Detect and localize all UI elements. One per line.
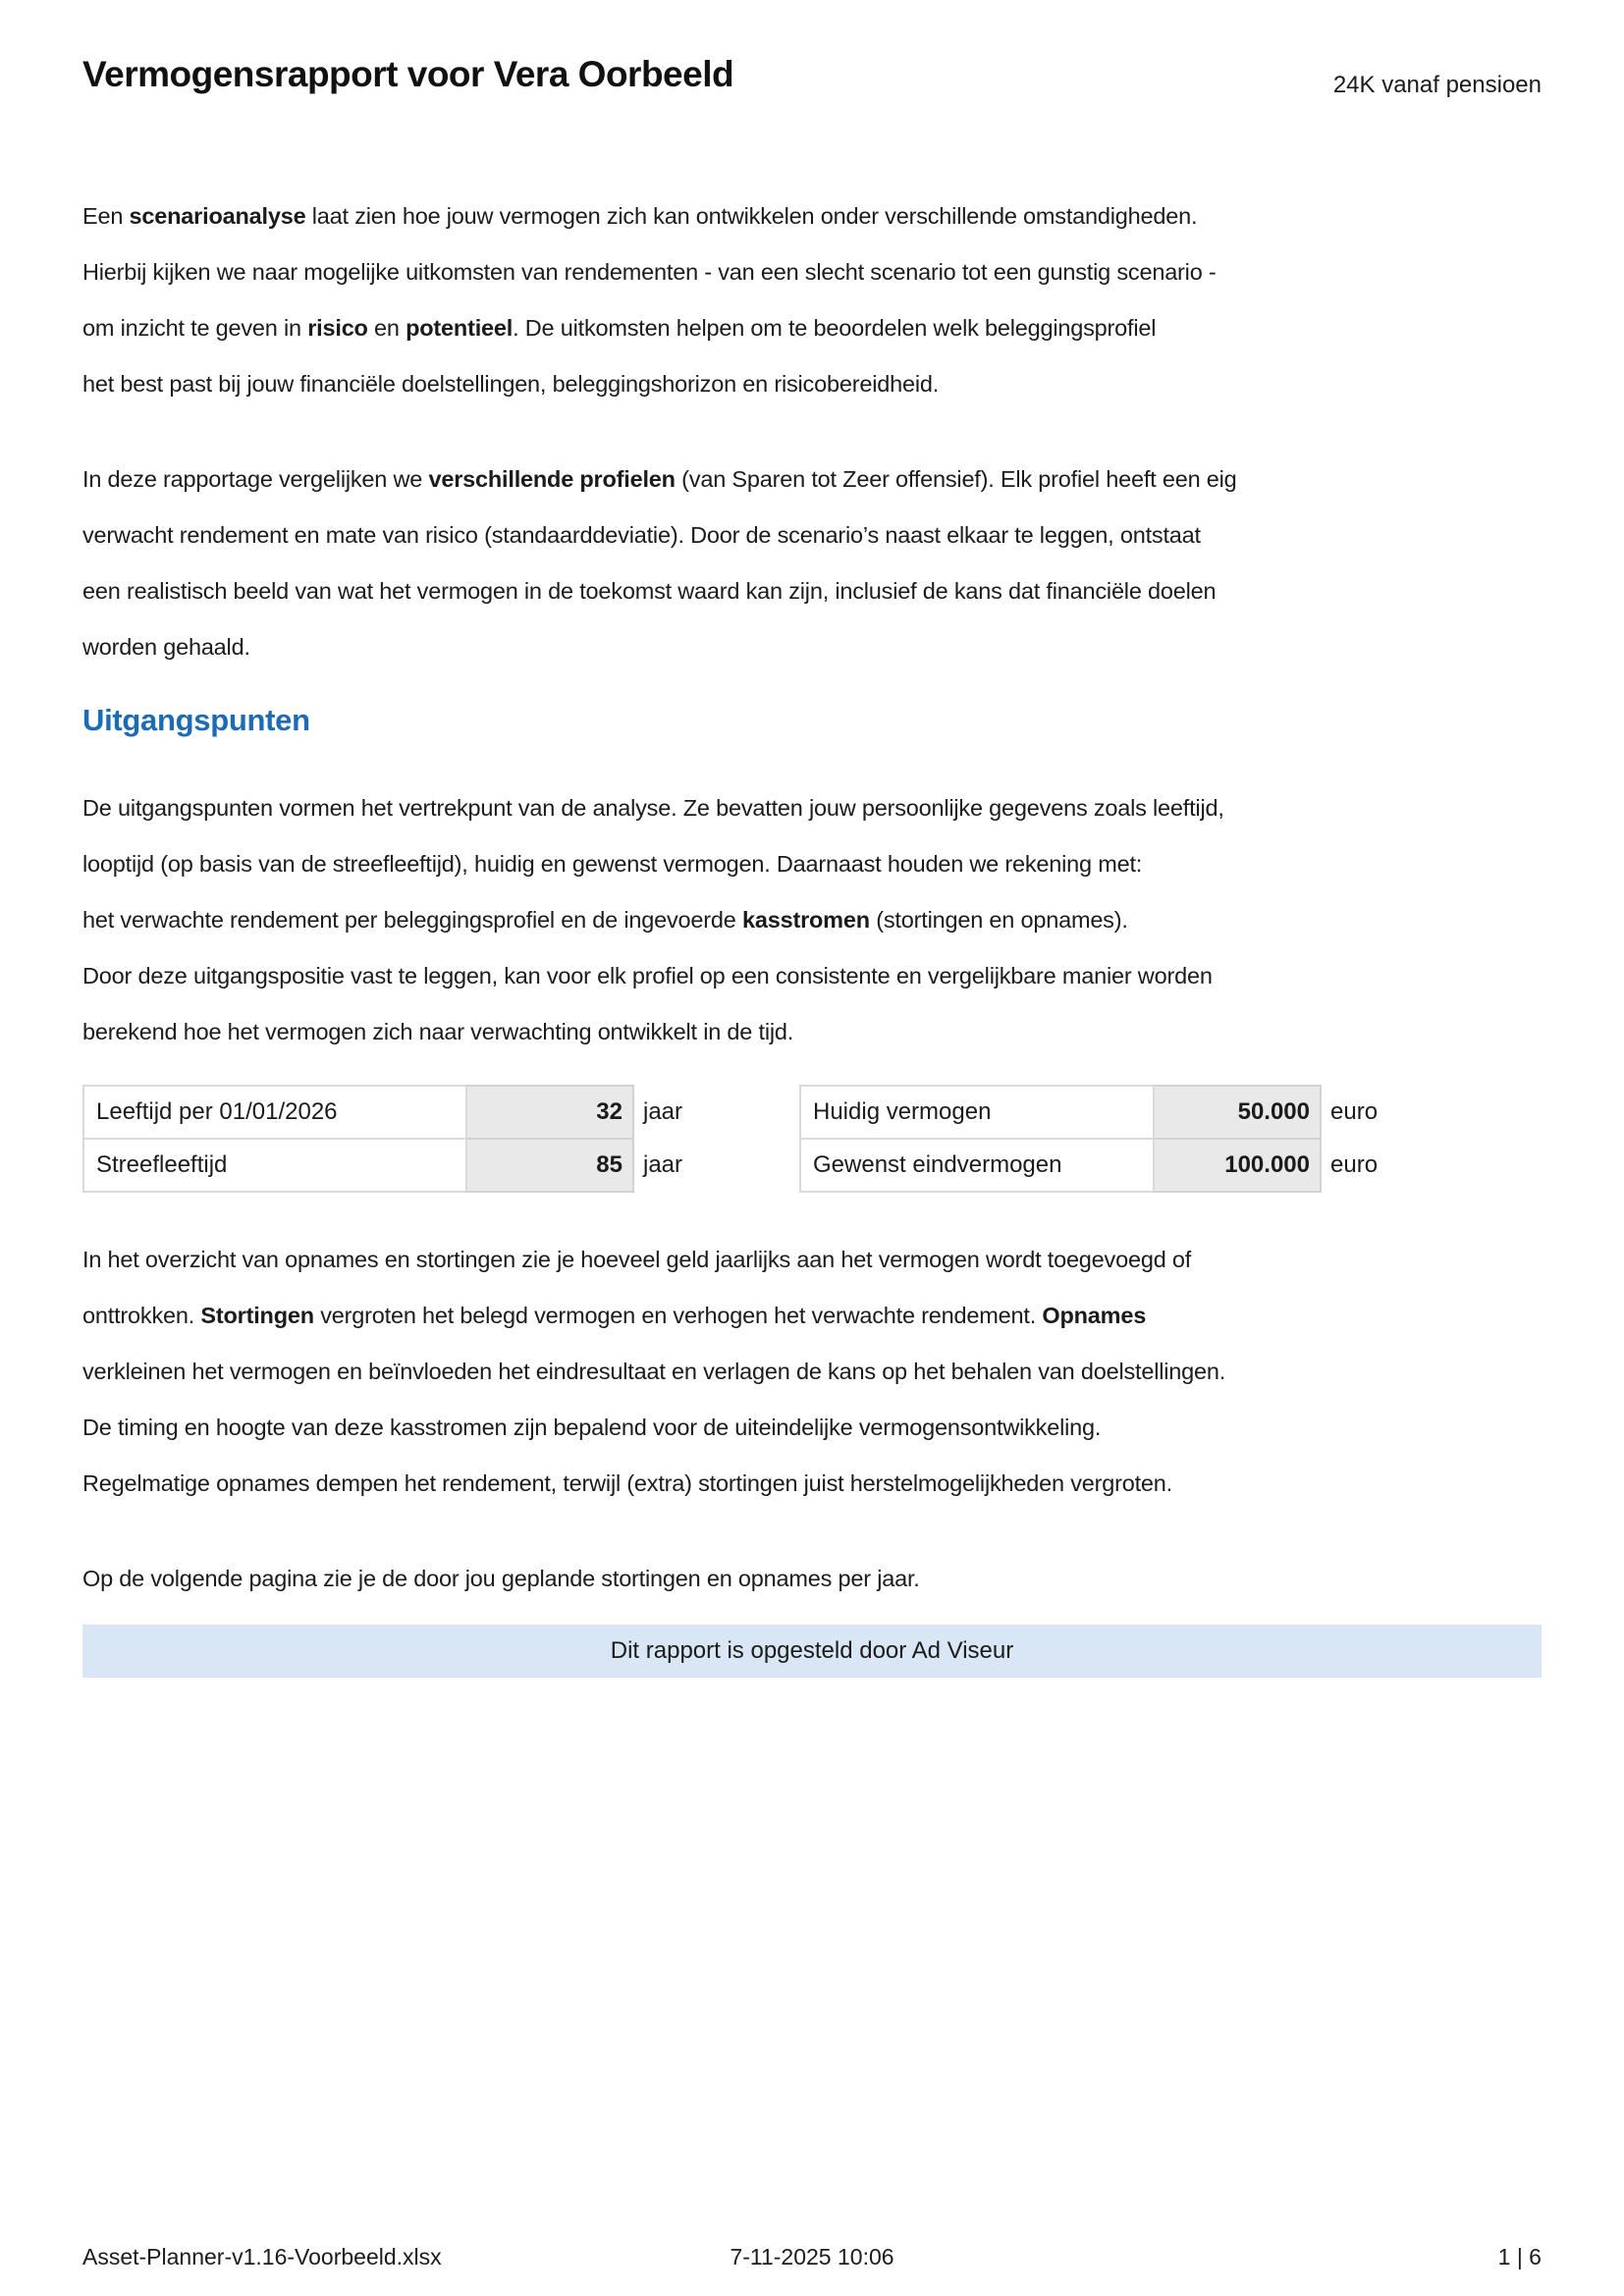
age-table-group	[82, 1085, 799, 1193]
text-line	[82, 300, 1542, 356]
text-segment: een realistisch beeld van wat het vermogen in de toekomst waard kan zijn, inclusief de kans dat financiële doelen	[82, 578, 1217, 604]
table-row	[83, 1139, 683, 1192]
row-value: 32	[466, 1086, 633, 1139]
text-line	[82, 1551, 1542, 1607]
section-heading-uitgangspunten: Uitgangspunten	[82, 703, 310, 737]
paragraph-scenarioanalyse	[82, 188, 1542, 412]
row-value: 85	[466, 1139, 633, 1192]
wealth-table-group	[799, 1085, 1516, 1193]
text-line	[82, 452, 1542, 507]
text-segment: berekend hoe het vermogen zich naar verwachting ontwikkelt in de tijd.	[82, 1019, 794, 1044]
text-line	[82, 892, 1542, 948]
text-line	[82, 1400, 1542, 1456]
text-segment: . De uitkomsten helpen om te beoordelen welk beleggingsprofiel	[513, 315, 1157, 341]
bold-text-segment: risico	[307, 315, 368, 341]
assumptions-tables	[82, 1085, 1542, 1193]
footer-datetime: 7-11-2025 10:06	[730, 2244, 894, 2269]
paragraph-profielen	[82, 452, 1542, 675]
footer-page-number: 1 | 6	[1497, 2244, 1542, 2269]
text-segment: het verwachte rendement per beleggingsprofiel en de ingevoerde	[82, 907, 742, 933]
text-line	[82, 619, 1542, 675]
paragraph-uitgangspunten	[82, 780, 1542, 1060]
row-value: 100.000	[1154, 1139, 1321, 1192]
text-line	[82, 563, 1542, 619]
table-row	[800, 1086, 1379, 1139]
text-line	[82, 188, 1542, 244]
text-segment: Op de volgende pagina zie je de door jou geplande stortingen en opnames per jaar.	[82, 1566, 920, 1591]
row-unit: jaar	[643, 1098, 683, 1125]
text-segment: en	[367, 315, 406, 341]
row-unit: euro	[1330, 1098, 1379, 1125]
footer-filename: Asset-Planner-v1.16-Voorbeeld.xlsx	[82, 2244, 442, 2269]
text-line	[82, 1232, 1542, 1288]
text-segment: De uitgangspunten vormen het vertrekpunt van de analyse. Ze bevatten jouw persoonlijke gegevens zoals leeftijd,	[82, 795, 1224, 821]
row-unit: jaar	[643, 1151, 683, 1178]
row-label: Gewenst eindvermogen	[800, 1139, 1154, 1192]
row-label: Streefleeftijd	[83, 1139, 466, 1192]
text-segment: Een	[82, 203, 130, 229]
scenario-note: 24K vanaf pensioen	[1332, 72, 1542, 98]
text-segment: looptijd (op basis van de streefleeftijd), huidig en gewenst vermogen. Daarnaast houden we rekening met:	[82, 851, 1143, 877]
text-line	[82, 1344, 1542, 1400]
bold-text-segment: kasstromen	[741, 907, 870, 933]
row-unit: euro	[1330, 1151, 1379, 1178]
text-segment: vergroten het belegd vermogen en verhogen het verwachte rendement.	[313, 1303, 1043, 1328]
text-line	[82, 356, 1542, 412]
text-segment: het best past bij jouw financiële doelstellingen, beleggingshorizon en risicobereidheid.	[82, 371, 940, 397]
text-line	[82, 1004, 1542, 1060]
text-line	[82, 1288, 1542, 1344]
text-segment: laat zien hoe jouw vermogen zich kan ontwikkelen onder verschillende omstandigheden.	[305, 203, 1198, 229]
text-line	[82, 836, 1542, 892]
row-label: Huidig vermogen	[800, 1086, 1154, 1139]
bold-text-segment: scenarioanalyse	[129, 203, 306, 229]
text-segment: om inzicht te geven in	[82, 315, 308, 341]
page-footer	[82, 2244, 1542, 2270]
bold-text-segment: verschillende profielen	[428, 466, 676, 492]
age-table	[82, 1085, 684, 1193]
paragraph-kasstromen	[82, 1232, 1542, 1512]
text-line	[82, 244, 1542, 300]
bold-text-segment: potentieel	[406, 315, 514, 341]
advisor-banner: Dit rapport is opgesteld door Ad Viseur	[82, 1625, 1542, 1678]
row-value: 50.000	[1154, 1086, 1321, 1139]
bold-text-segment: Stortingen	[200, 1303, 314, 1328]
wealth-table	[799, 1085, 1380, 1193]
page-title: Vermogensrapport voor Vera Oorbeeld	[82, 54, 734, 94]
table-row	[800, 1139, 1379, 1192]
text-segment: Hierbij kijken we naar mogelijke uitkomsten van rendementen - van een slecht scenario tot een gunstig scenario -	[82, 259, 1217, 285]
paragraph-volgende-pagina	[82, 1551, 1542, 1607]
text-segment: onttrokken.	[82, 1303, 201, 1328]
text-segment: (van Sparen tot Zeer offensief). Elk profiel heeft een eig	[675, 466, 1237, 492]
text-segment: De timing en hoogte van deze kasstromen zijn bepalend voor de uiteindelijke vermogensontwikkeling.	[82, 1415, 1102, 1440]
text-line	[82, 507, 1542, 563]
page-header	[82, 54, 1542, 98]
bold-text-segment: Opnames	[1042, 1303, 1147, 1328]
table-row	[83, 1086, 683, 1139]
row-label: Leeftijd per 01/01/2026	[83, 1086, 466, 1139]
text-segment: verkleinen het vermogen en beïnvloeden het eindresultaat en verlagen de kans op het behalen van doelstellingen.	[82, 1359, 1226, 1384]
text-segment: (stortingen en opnames).	[869, 907, 1128, 933]
text-segment: In deze rapportage vergelijken we	[82, 466, 429, 492]
text-line	[82, 780, 1542, 836]
text-line	[82, 948, 1542, 1004]
text-line	[82, 1456, 1542, 1512]
text-segment: verwacht rendement en mate van risico (standaarddeviatie). Door de scenario’s naast elkaar te leggen, ontstaat	[82, 522, 1201, 548]
text-segment: In het overzicht van opnames en stortingen zie je hoeveel geld jaarlijks aan het vermogen wordt toegevoegd of	[82, 1247, 1192, 1272]
text-segment: Door deze uitgangspositie vast te leggen, kan voor elk profiel op een consistente en vergelijkbare manier worden	[82, 963, 1213, 988]
text-segment: Regelmatige opnames dempen het rendement, terwijl (extra) stortingen juist herstelmogelijkheden vergroten.	[82, 1470, 1173, 1496]
text-segment: worden gehaald.	[82, 634, 250, 660]
